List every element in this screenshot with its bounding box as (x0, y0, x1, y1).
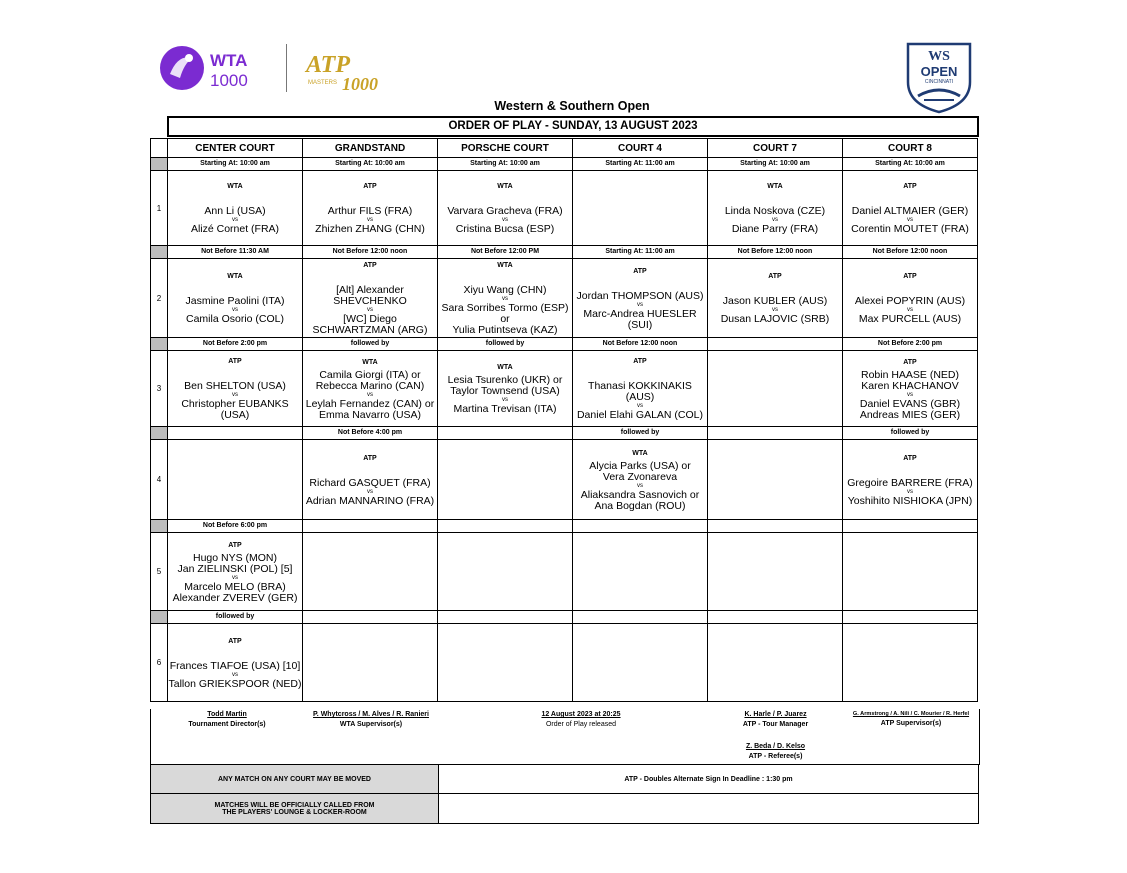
release-label: Order of Play released (545, 721, 617, 728)
match-cell-court-7 (708, 533, 843, 611)
tour-label: WTA (632, 449, 648, 457)
match-cell-grandstand (303, 351, 438, 427)
match-cell-porsche (438, 440, 573, 520)
slot-time-porsche: Starting At: 10:00 am (438, 158, 573, 171)
wta-1000-logo (158, 44, 268, 92)
match-cell-center (168, 440, 303, 520)
logo-divider (286, 44, 287, 92)
row-number: 5 (151, 533, 168, 611)
slot-time-porsche (438, 611, 573, 624)
versus-label: vs (502, 397, 508, 403)
tour-label: ATP (228, 358, 242, 365)
match-cell-court-4 (573, 259, 708, 338)
versus-label: vs (637, 301, 643, 308)
notice-moved: ANY MATCH ON ANY COURT MAY BE MOVED (151, 765, 439, 794)
player-name: Xiyu Wang (CHN) (463, 284, 547, 296)
player-name: Varvara Gracheva (FRA) (447, 205, 563, 217)
row-number: 4 (151, 440, 168, 520)
match-cell-grandstand (303, 440, 438, 520)
tour-label: ATP (633, 358, 647, 365)
notice-matches-called (151, 794, 439, 824)
slot-time-grandstand: Starting At: 10:00 am (303, 158, 438, 171)
player-name: Daniel EVANS (GBR) (859, 397, 961, 410)
player-name: Alexander ZVEREV (GER) (172, 591, 298, 604)
row-number: 1 (151, 171, 168, 246)
player-name: Jordan THOMPSON (AUS) (576, 289, 704, 302)
tour-label: WTA (362, 358, 378, 366)
tour-label: ATP (903, 183, 917, 190)
match-cell-center (168, 624, 303, 702)
match-cell-porsche (438, 259, 573, 338)
court-header-grandstand: GRANDSTAND (303, 139, 438, 158)
player-name: Camila Osorio (COL) (185, 313, 285, 325)
versus-label: vs (907, 488, 913, 495)
wta-text: WTA (210, 51, 248, 70)
versus-label: vs (367, 391, 373, 398)
slot-time-porsche: followed by (438, 338, 573, 351)
notices-table (150, 764, 979, 824)
tour-label: ATP (903, 273, 917, 280)
player-name: Vera Zvonareva (602, 470, 678, 483)
slot-time-porsche (438, 427, 573, 440)
versus-label: vs (772, 217, 778, 223)
versus-label: vs (772, 307, 778, 313)
match-cell-court-8 (843, 440, 978, 520)
slot-time-court-4: Starting At: 11:00 am (573, 246, 708, 259)
court-header-court-7: COURT 7 (708, 139, 843, 158)
tour-label: WTA (497, 183, 513, 190)
player-name: Ann Li (USA) (204, 205, 266, 217)
player-name: [Alt] Alexander SHEVCHENKO (333, 284, 407, 307)
player-name: Andreas MIES (GER) (859, 408, 961, 421)
versus-label: vs (907, 307, 913, 313)
notice-doubles-deadline: ATP - Doubles Alternate Sign In Deadline : 1:30 pm (439, 765, 979, 794)
row-gutter (151, 611, 168, 624)
ws-text: WS (928, 49, 950, 64)
tour-label: WTA (767, 183, 783, 190)
row-gutter (151, 338, 168, 351)
player-name: Cristina Bucsa (ESP) (455, 223, 555, 235)
officials-footer (150, 709, 980, 765)
slot-time-center (168, 427, 303, 440)
match-cell-center (168, 351, 303, 427)
release-date: 12 August 2023 at 20:25 (541, 711, 621, 718)
slot-time-center: Starting At: 10:00 am (168, 158, 303, 171)
tour-label: ATP (228, 541, 242, 549)
player-name: Adrian MANNARINO (FRA) (305, 494, 435, 507)
atp-tour-manager (708, 711, 843, 728)
match-cell-center (168, 533, 303, 611)
match-cell-grandstand (303, 259, 438, 338)
wta-supervisors (303, 711, 439, 728)
slot-time-court-7 (708, 427, 843, 440)
notice-empty (439, 794, 979, 824)
row-gutter (151, 427, 168, 440)
tour-label: ATP (768, 273, 782, 280)
player-name: Emma Navarro (USA) (318, 408, 422, 421)
row-gutter (151, 520, 168, 533)
match-cell-court-4 (573, 440, 708, 520)
match-cell-court-4 (573, 624, 708, 702)
slot-time-court-4: Not Before 12:00 noon (573, 338, 708, 351)
player-name: Robin HAASE (NED) (860, 368, 960, 381)
row-gutter (151, 158, 168, 171)
slot-time-grandstand: Not Before 12:00 noon (303, 246, 438, 259)
versus-label: vs (232, 574, 238, 581)
court-header-court-4: COURT 4 (573, 139, 708, 158)
slot-time-grandstand: Not Before 4:00 pm (303, 427, 438, 440)
player-name: Zhizhen ZHANG (CHN) (315, 223, 425, 235)
slot-time-grandstand: followed by (303, 338, 438, 351)
versus-label: vs (367, 217, 373, 223)
match-cell-center (168, 259, 303, 338)
player-name: Richard GASQUET (FRA) (309, 476, 431, 489)
player-name: Jasmine Paolini (ITA) (185, 295, 285, 307)
slot-time-center: Not Before 6:00 pm (168, 520, 303, 533)
corner-cell (151, 139, 168, 158)
versus-label: vs (367, 307, 373, 313)
tour-label: WTA (227, 183, 243, 190)
player-name: Daniel ALTMAIER (GER) (851, 205, 969, 217)
row-gutter (151, 246, 168, 259)
player-name: Tallon GRIEKSPOOR (NED) (168, 677, 302, 690)
notice-called-line2: THE PLAYERS' LOUNGE & LOCKER-ROOM (222, 808, 367, 816)
atp-referees (708, 743, 843, 760)
slot-time-court-7 (708, 520, 843, 533)
wta-1000-text: 1000 (210, 71, 248, 90)
player-name: Linda Noskova (CZE) (724, 205, 826, 217)
player-name: Marcelo MELO (BRA) (184, 580, 286, 593)
match-cell-porsche (438, 171, 573, 246)
match-cell-center (168, 171, 303, 246)
official-role: ATP - Tour Manager (742, 721, 809, 728)
order-of-play-title: ORDER OF PLAY - SUNDAY, 13 AUGUST 2023 (167, 116, 979, 137)
player-name: Leylah Fernandez (CAN) or (305, 397, 435, 410)
match-cell-court-7 (708, 440, 843, 520)
official-name: Z. Beda / D. Kelso (745, 743, 806, 750)
official-name: K. Harle / P. Juarez (744, 711, 807, 718)
player-name: Lesia Tsurenko (UKR) or (447, 374, 563, 386)
official-name: P. Whytcross / M. Alves / R. Ranieri (313, 711, 429, 718)
versus-label: vs (907, 391, 913, 398)
tour-label: WTA (227, 273, 243, 280)
tour-label: ATP (363, 454, 377, 462)
slot-time-court-4: followed by (573, 427, 708, 440)
slot-time-court-4 (573, 611, 708, 624)
tour-label: ATP (633, 267, 647, 275)
slot-time-center: followed by (168, 611, 303, 624)
slot-time-court-4 (573, 520, 708, 533)
player-name: Christopher EUBANKS (USA) (181, 398, 289, 421)
player-name: Ana Bogdan (ROU) (594, 499, 686, 512)
player-name: Thanasi KOKKINAKIS (AUS) (588, 380, 692, 403)
versus-label: vs (367, 488, 373, 495)
atp-supervisors (843, 711, 979, 727)
slot-time-center: Not Before 11:30 AM (168, 246, 303, 259)
versus-label: vs (232, 307, 238, 313)
match-cell-grandstand (303, 533, 438, 611)
official-role: ATP Supervisor(s) (880, 720, 942, 727)
slot-time-court-7: Not Before 12:00 noon (708, 246, 843, 259)
player-name: Corentin MOUTET (FRA) (851, 223, 969, 235)
slot-time-court-8: Not Before 2:00 pm (843, 338, 978, 351)
tour-label: ATP (363, 183, 377, 190)
match-cell-court-8 (843, 259, 978, 338)
versus-label: vs (502, 217, 508, 223)
official-role: Tournament Director(s) (188, 721, 266, 728)
order-released (511, 711, 651, 728)
match-cell-porsche (438, 351, 573, 427)
match-cell-court-4 (573, 533, 708, 611)
official-name: G. Armstrong / A. Nili / C. Mourier / R. Herfel (852, 711, 970, 717)
match-cell-grandstand (303, 624, 438, 702)
atp-masters-1000-logo (302, 48, 394, 94)
match-cell-court-8 (843, 171, 978, 246)
court-header-porsche: PORSCHE COURT (438, 139, 573, 158)
match-cell-court-4 (573, 351, 708, 427)
match-cell-court-8 (843, 624, 978, 702)
player-name: Ben SHELTON (USA) (184, 380, 286, 392)
slot-time-court-7 (708, 611, 843, 624)
match-cell-porsche (438, 533, 573, 611)
player-name: Dusan LAJOVIC (SRB) (720, 313, 830, 325)
player-name: Camila Giorgi (ITA) or (319, 368, 421, 381)
player-name: Yulia Putintseva (KAZ) (452, 324, 558, 336)
versus-label: vs (637, 403, 643, 409)
row-number: 3 (151, 351, 168, 427)
player-name: Daniel Elahi GALAN (COL) (576, 409, 704, 421)
versus-label: vs (232, 217, 238, 223)
slot-time-court-4: Starting At: 11:00 am (573, 158, 708, 171)
slot-time-court-8: Not Before 12:00 noon (843, 246, 978, 259)
versus-label: vs (637, 482, 643, 489)
event-title: Western & Southern Open (494, 99, 650, 113)
match-cell-court-8 (843, 351, 978, 427)
player-name: Alizé Cornet (FRA) (190, 223, 280, 235)
court-header-center: CENTER COURT (168, 139, 303, 158)
slot-time-center: Not Before 2:00 pm (168, 338, 303, 351)
official-role: ATP - Referee(s) (748, 753, 803, 760)
versus-label: vs (232, 392, 238, 398)
slot-time-court-8: Starting At: 10:00 am (843, 158, 978, 171)
match-cell-court-7 (708, 624, 843, 702)
player-name: Gregoire BARRERE (FRA) (847, 476, 973, 489)
match-cell-court-7 (708, 351, 843, 427)
ws-open-text: OPEN (920, 64, 958, 79)
match-cell-court-4 (573, 171, 708, 246)
ws-cincinnati-text: CINCINNATI (924, 79, 954, 85)
notice-called-line1: MATCHES WILL BE OFFICIALLY CALLED FROM (214, 801, 375, 809)
slot-time-court-8 (843, 611, 978, 624)
player-name: Arthur FILS (FRA) (327, 205, 413, 217)
official-name: Todd Martin (207, 711, 247, 718)
player-name: Jan ZIELINSKI (POL) [5] (177, 562, 293, 575)
slot-time-court-8 (843, 520, 978, 533)
slot-time-court-7: Starting At: 10:00 am (708, 158, 843, 171)
slot-time-grandstand (303, 520, 438, 533)
tour-label: WTA (497, 262, 513, 269)
slot-time-court-7 (708, 338, 843, 351)
atp-text: ATP (306, 52, 351, 78)
player-name: Frances TIAFOE (USA) [10] (169, 659, 301, 672)
slot-time-porsche: Not Before 12:00 PM (438, 246, 573, 259)
match-cell-porsche (438, 624, 573, 702)
tour-label: WTA (497, 364, 513, 371)
match-cell-court-7 (708, 171, 843, 246)
court-header-court-8: COURT 8 (843, 139, 978, 158)
player-name: Diane Parry (FRA) (731, 223, 819, 235)
row-number: 2 (151, 259, 168, 338)
player-name: Marc-Andrea HUESLER (SUI) (583, 307, 697, 331)
official-role: WTA Supervisor(s) (339, 721, 403, 728)
player-name: Sara Sorribes Tormo (ESP) or (441, 302, 569, 325)
atp-masters-text: MASTERS (308, 80, 338, 86)
slot-time-porsche (438, 520, 573, 533)
tour-label: ATP (903, 358, 917, 366)
slot-time-grandstand (303, 611, 438, 624)
match-cell-grandstand (303, 171, 438, 246)
player-name: Aliaksandra Sasnovich or (580, 488, 700, 501)
slot-time-court-8: followed by (843, 427, 978, 440)
tour-label: ATP (903, 454, 917, 462)
player-name: Rebecca Marino (CAN) (315, 379, 425, 392)
tournament-director (151, 711, 303, 728)
player-name: Hugo NYS (MON) (192, 551, 277, 564)
atp-1000-text: 1000 (342, 74, 378, 94)
player-name: Jason KUBLER (AUS) (722, 295, 828, 307)
order-of-play-grid (150, 138, 978, 702)
player-name: Alycia Parks (USA) or (589, 459, 691, 472)
player-name: Martina Trevisan (ITA) (453, 403, 557, 415)
player-name: Alexei POPYRIN (AUS) (854, 295, 966, 307)
tour-label: ATP (228, 637, 242, 645)
player-name: Max PURCELL (AUS) (858, 313, 962, 325)
tour-label: ATP (363, 262, 377, 269)
player-name: Yoshihito NISHIOKA (JPN) (847, 494, 973, 507)
match-cell-court-7 (708, 259, 843, 338)
versus-label: vs (232, 671, 238, 678)
versus-label: vs (907, 217, 913, 223)
versus-label: vs (502, 296, 508, 302)
player-name: Taylor Townsend (USA) (450, 385, 560, 397)
row-number: 6 (151, 624, 168, 702)
player-name: [WC] Diego SCHWARTZMAN (ARG) (312, 313, 428, 336)
player-name: Karen KHACHANOV (861, 379, 959, 392)
match-cell-court-8 (843, 533, 978, 611)
